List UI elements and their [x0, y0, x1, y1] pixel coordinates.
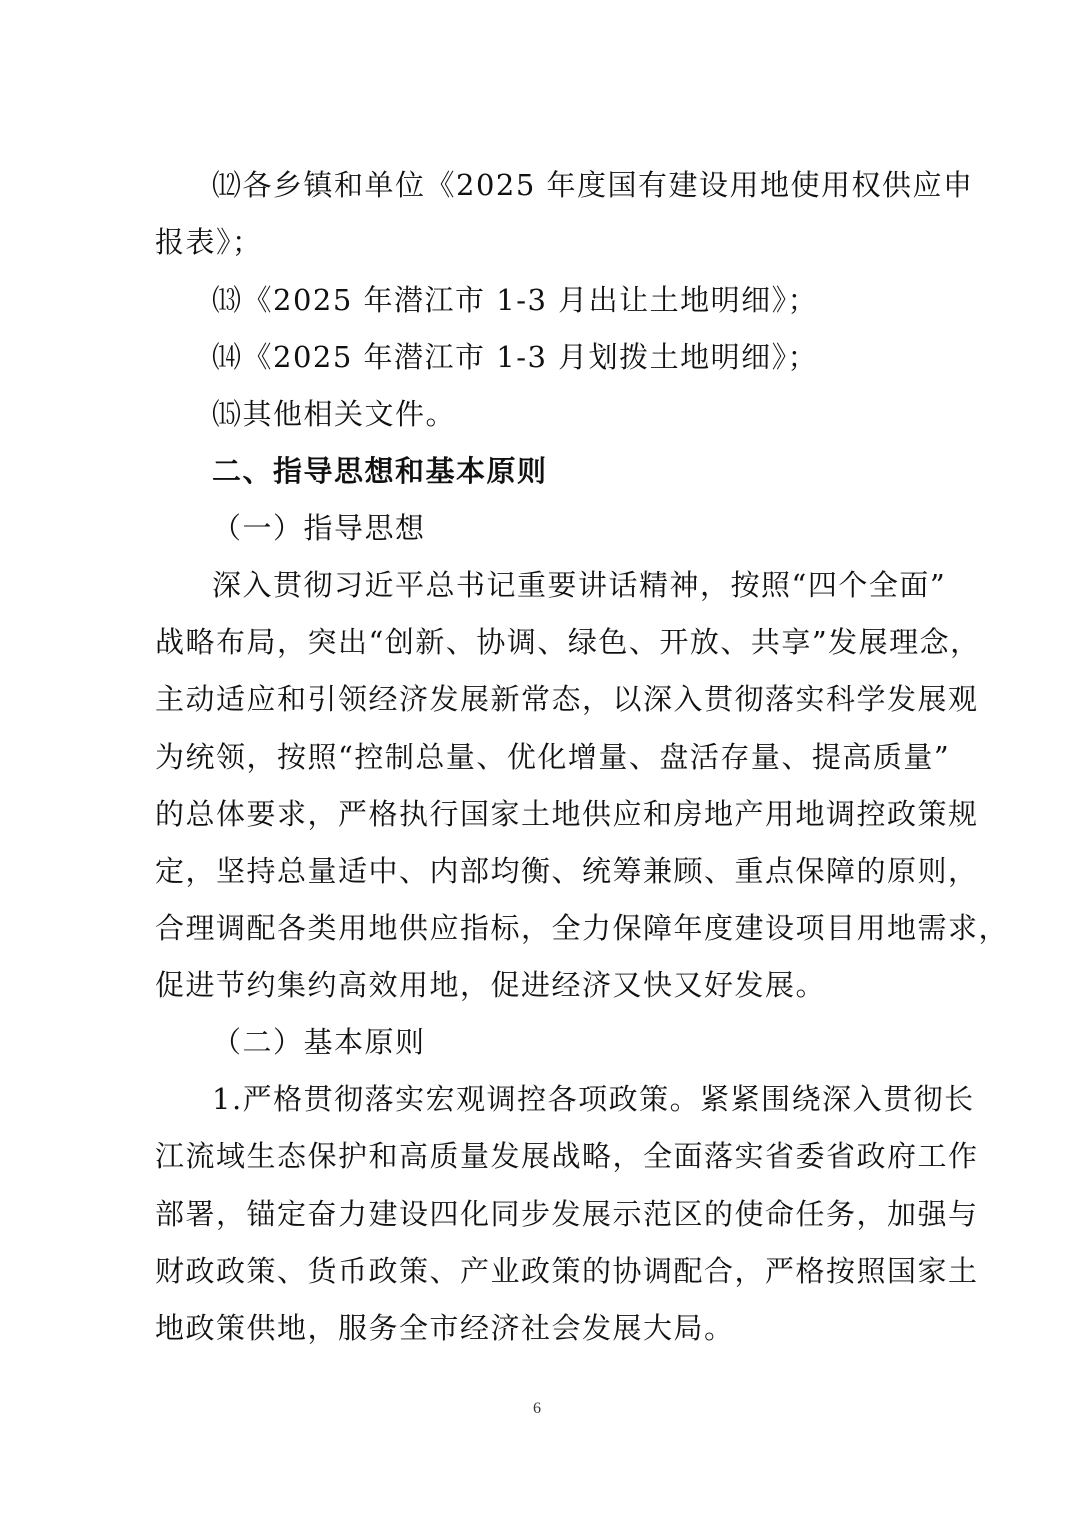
- paragraph-line: 深入贯彻习近平总书记重要讲话精神，按照“四个全面”: [212, 568, 947, 602]
- paragraph-line: 的总体要求，严格执行国家土地供应和房地产用地调控政策规: [155, 797, 979, 831]
- section-heading: 二、指导思想和基本原则: [212, 454, 548, 488]
- subsection-heading: （一）指导思想: [212, 511, 426, 545]
- paragraph-line: 江流域生态保护和高质量发展战略，全面落实省委省政府工作: [155, 1139, 979, 1173]
- list-item: ⒂其他相关文件。: [212, 397, 457, 431]
- paragraph-line: 促进节约集约高效用地，促进经济又快又好发展。: [155, 968, 827, 1002]
- list-item: ⒁《2025 年潜江市 1-3 月划拨土地明细》；: [212, 340, 819, 374]
- paragraph-line: 定，坚持总量适中、内部均衡、统筹兼顾、重点保障的原则，: [155, 854, 979, 888]
- page-number: 6: [533, 1400, 541, 1417]
- paragraph-line: 地政策供地，服务全市经济社会发展大局。: [155, 1311, 735, 1345]
- paragraph-line: 1.严格贯彻落实宏观调控各项政策。紧紧围绕深入贯彻长: [212, 1082, 975, 1116]
- subsection-heading: （二）基本原则: [212, 1025, 426, 1059]
- paragraph-line: 部署，锚定奋力建设四化同步发展示范区的使命任务，加强与: [155, 1197, 979, 1231]
- list-item: ⒀《2025 年潜江市 1-3 月出让土地明细》；: [212, 283, 819, 317]
- paragraph-line: 主动适应和引领经济发展新常态，以深入贯彻落实科学发展观: [155, 682, 979, 716]
- paragraph-line: 财政政策、货币政策、产业政策的协调配合，严格按照国家土: [155, 1254, 979, 1288]
- paragraph-line: 合理调配各类用地供应指标，全力保障年度建设项目用地需求，: [155, 911, 1010, 945]
- list-item: ⑿各乡镇和单位《2025 年度国有建设用地使用权供应申: [212, 168, 974, 202]
- paragraph-line: 为统领，按照“控制总量、优化增量、盘活存量、提高质量”: [155, 740, 951, 774]
- paragraph-line: 战略布局，突出“创新、协调、绿色、开放、共享”发展理念，: [155, 625, 981, 659]
- list-item-continuation: 报表》；: [155, 225, 263, 259]
